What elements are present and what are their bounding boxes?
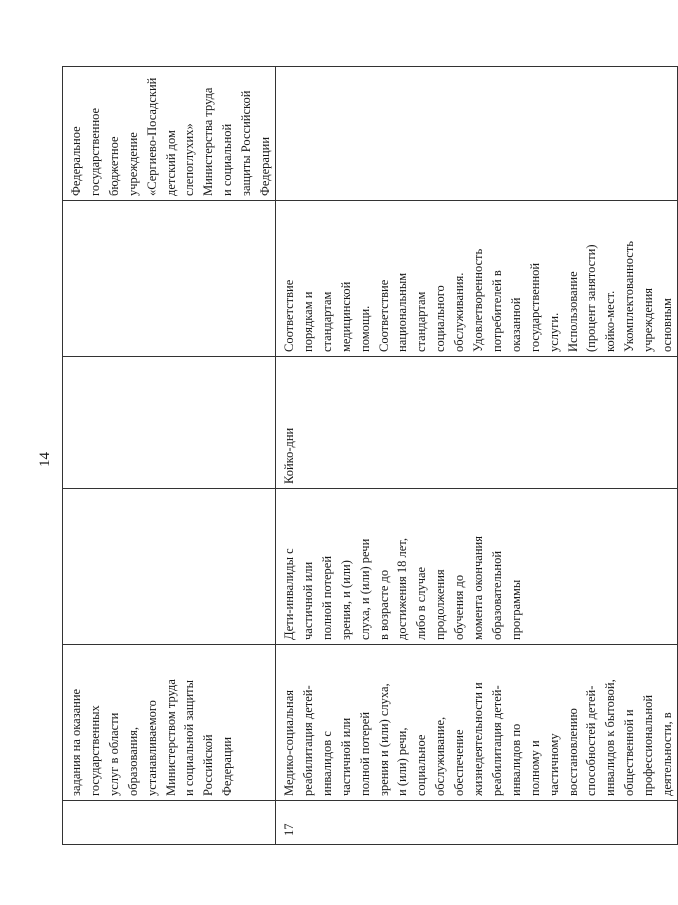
institution-cell (275, 67, 677, 201)
service-name-cell (275, 645, 677, 801)
text-line: инвалидов к бытовой, (603, 679, 618, 796)
text-line: зрения, и (или) (338, 560, 353, 640)
text-line: государственной (527, 262, 542, 352)
text-line: национальным (395, 272, 410, 352)
text-line: способностей детей- (584, 685, 599, 796)
text-line: (процент занятости) (584, 244, 599, 352)
text-line: стандартам (319, 291, 334, 352)
text-line: частичному (546, 733, 561, 796)
text-line: деятельности, в (660, 712, 675, 796)
text-line: слепоглухих» (182, 123, 197, 196)
text-line: Соответствие (376, 279, 391, 352)
text-line: продолжения (433, 569, 448, 640)
institution-cell (63, 67, 276, 201)
text-line: задания на оказание (69, 688, 83, 796)
text-line: достижения 18 лет, (395, 538, 410, 640)
table-row (63, 67, 276, 845)
text-line: обучения до (452, 574, 467, 640)
text-line: момента окончания (471, 536, 486, 640)
text-line: Федерации (258, 136, 273, 196)
text-line: образования, (125, 726, 140, 796)
text-line: жизнедеятельности и (471, 682, 486, 796)
service-name-cell (63, 645, 276, 801)
recipient-category-cell (275, 489, 677, 645)
text-line: слуха, и (или) речи (357, 538, 372, 640)
quality-indicators-cell (63, 201, 276, 357)
unit-cell (63, 357, 276, 489)
institution-text (67, 70, 275, 196)
service-name-text (67, 648, 237, 796)
text-line: восстановлению (565, 708, 580, 796)
row-number-cell (63, 801, 276, 845)
unit-text (280, 360, 299, 484)
text-line: учреждения (641, 287, 656, 352)
text-line: реабилитация детей- (300, 685, 315, 796)
unit-cell (275, 357, 677, 489)
table-row (275, 67, 677, 845)
text-line: Дети-инвалиды с (281, 548, 296, 640)
text-line: койко-мест. (603, 290, 618, 352)
text-line: детский дом (163, 130, 178, 196)
text-line: частичной или (300, 561, 315, 640)
text-line: обеспечение (452, 729, 467, 796)
text-line: медицинской (338, 281, 353, 352)
text-line: помощи. (357, 305, 372, 352)
text-line: государственное (87, 107, 102, 196)
text-line: инвалидов по (508, 723, 523, 796)
row-number-cell (275, 801, 677, 845)
text-line: Удовлетворенность (471, 248, 486, 352)
text-line: учреждение (125, 132, 140, 196)
text-line: услуги. (546, 312, 561, 352)
text-line: Койко-дни (281, 427, 296, 484)
text-line: Российской (201, 734, 216, 796)
text-line: Соответствие (281, 279, 296, 352)
text-line: частичной или (338, 717, 353, 796)
text-line: реабилитация детей- (489, 685, 504, 796)
page-number: 14 (37, 452, 53, 467)
service-name-text (280, 648, 677, 796)
text-line: полному и (527, 740, 542, 796)
text-line: защиты Российской (239, 90, 254, 196)
services-table (62, 66, 678, 845)
text-line: социальное (414, 734, 429, 796)
text-line: полной потерей (357, 711, 372, 796)
text-line: Федеральное (69, 126, 83, 196)
quality-indicators-cell (275, 201, 677, 357)
text-line: оказанной (508, 297, 523, 352)
text-line: Медико-социальная (281, 690, 296, 796)
text-line: социального (433, 285, 448, 352)
text-line: и социальной (220, 123, 235, 196)
text-line: «Сергиево-Посадский (144, 77, 159, 196)
text-line: потребителей в (489, 270, 504, 352)
text-line: Использование (565, 271, 580, 352)
text-line: общественной и (622, 709, 637, 796)
quality-indicators-text (280, 204, 677, 352)
text-line: стандартам (414, 291, 429, 352)
row-number: 17 (281, 823, 296, 836)
text-line: Федерации (220, 736, 235, 796)
text-line: и социальной защиты (182, 679, 197, 796)
text-line: порядкам и (300, 291, 315, 352)
text-line: профессиональной (641, 694, 656, 796)
text-line: полной потерей (319, 555, 334, 640)
text-line: образовательной (489, 550, 504, 640)
text-line: услуг в области (106, 712, 121, 796)
text-line: и (или) речи, (395, 727, 410, 796)
text-line: государственных (87, 705, 102, 796)
text-line: обслуживание, (433, 716, 448, 796)
text-line: основным (660, 298, 675, 352)
text-line: инвалидов с (319, 731, 334, 796)
recipient-category-cell (63, 489, 276, 645)
recipient-category-text (280, 492, 526, 640)
text-line: Министерством труда (163, 679, 178, 796)
text-line: бюджетное (106, 136, 121, 196)
text-line: Укомплектованность (622, 241, 637, 352)
text-line: либо в случае (414, 566, 429, 640)
text-line: Министерства труда (201, 87, 216, 196)
text-line: программы (508, 579, 523, 640)
text-line: устанавливаемого (144, 700, 159, 796)
text-line: обслуживания. (452, 272, 467, 352)
text-line: в возрасте до (376, 569, 391, 640)
text-line: зрения и (или) слуха, (376, 683, 391, 796)
